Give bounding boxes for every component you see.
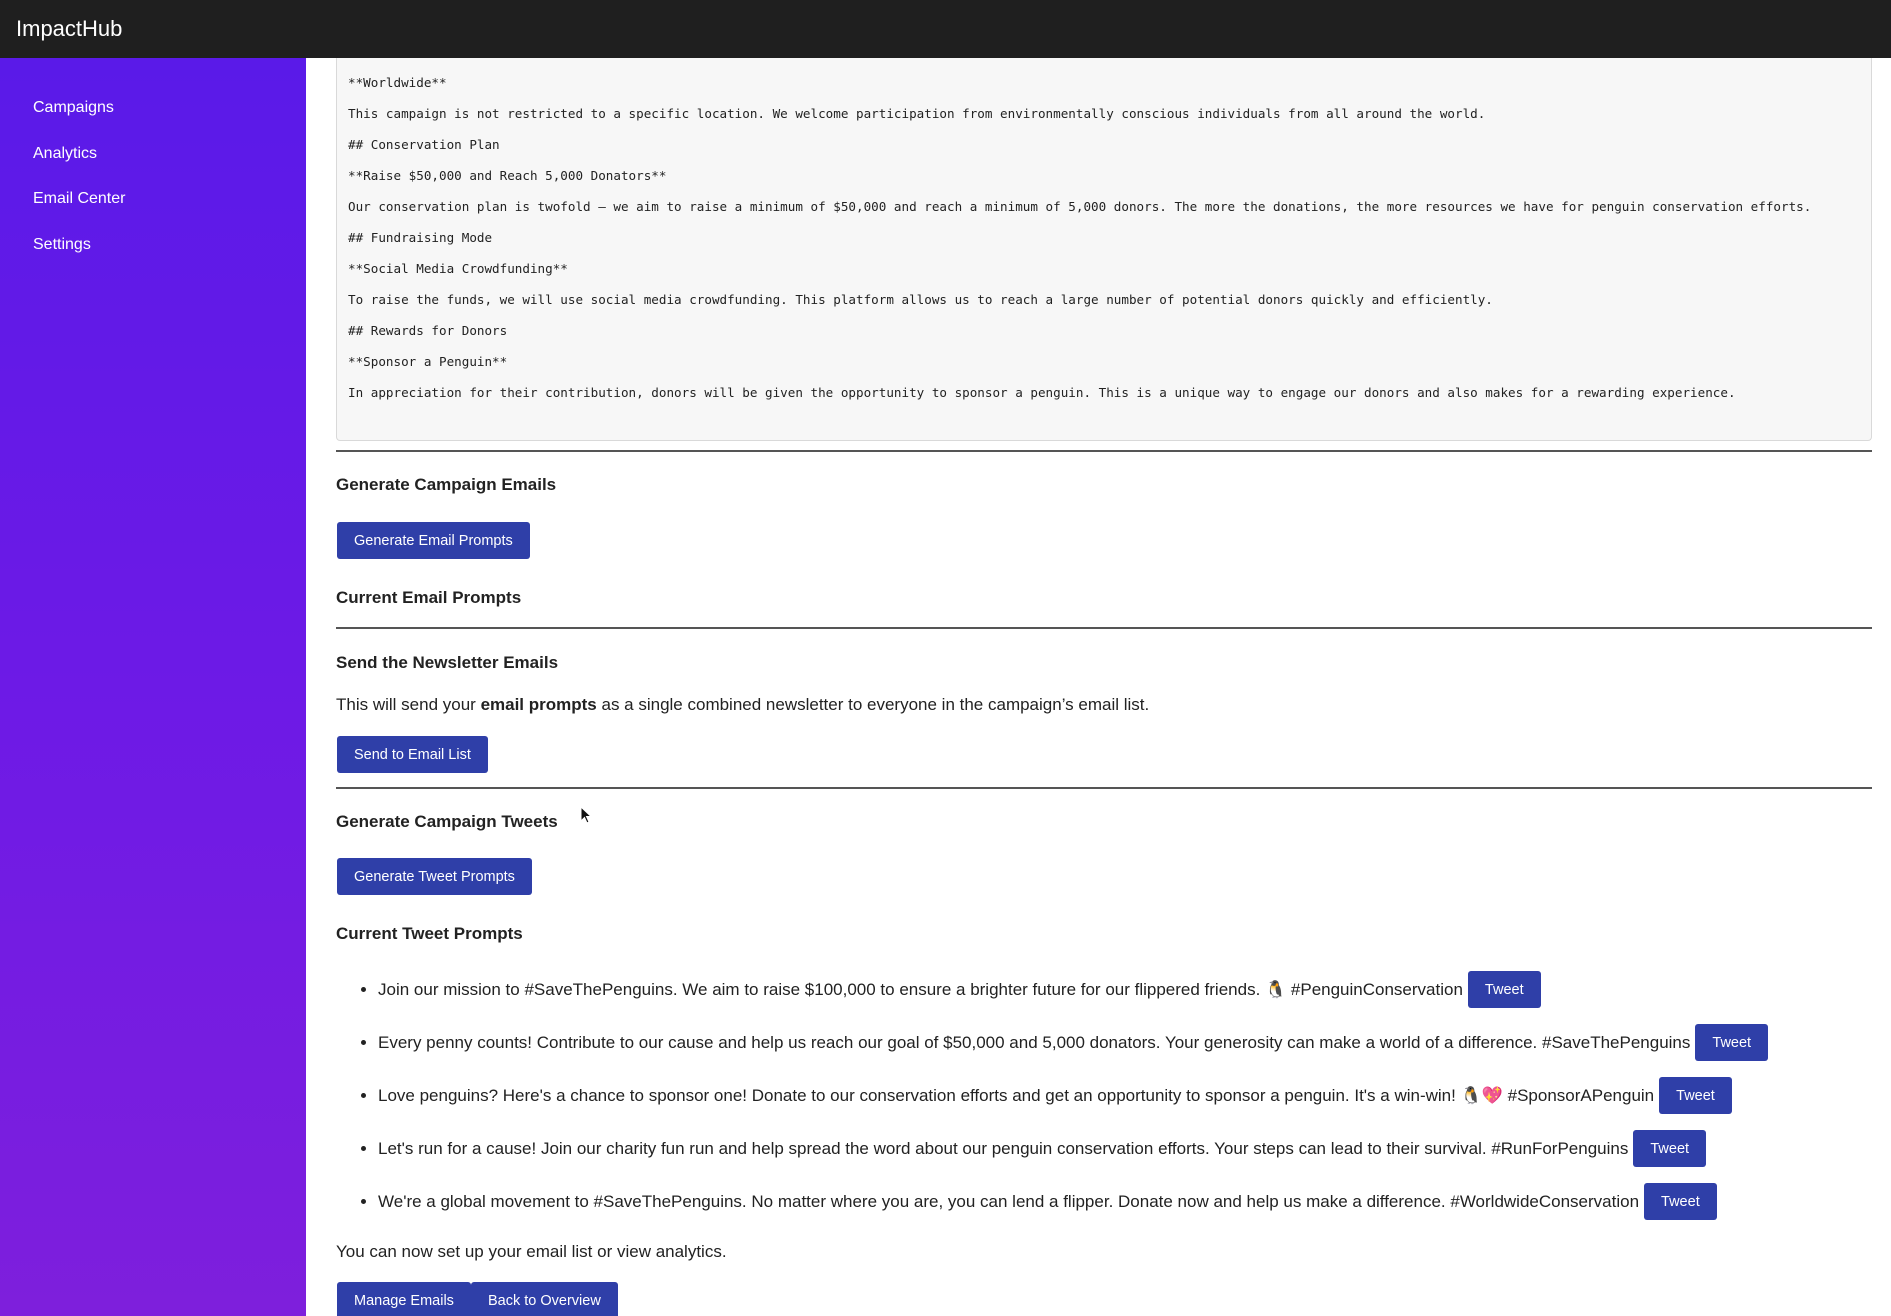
generate-email-prompts-button[interactable]: Generate Email Prompts (337, 522, 530, 559)
divider (336, 627, 1872, 629)
plan-line: ## Conservation Plan (348, 137, 500, 152)
send-to-email-list-button[interactable]: Send to Email List (337, 736, 488, 773)
top-navbar (0, 0, 1891, 58)
divider (336, 787, 1872, 789)
plan-line: Our conservation plan is twofold – we aim to raise a minimum of $50,000 and reach a minimum of 5,000 donors. The more the donations, the more resources we have for penguin conservation efforts. (348, 199, 1812, 214)
next-steps-text: You can now set up your email list or view analytics. (336, 1242, 727, 1261)
tweet-button[interactable]: Tweet (1633, 1130, 1706, 1167)
tweet-button[interactable]: Tweet (1644, 1183, 1717, 1220)
app-title[interactable]: ImpactHub (16, 16, 123, 41)
sidebar-item-settings[interactable]: Settings (33, 235, 91, 253)
tweet-text: • Let's run for a cause! Join our charity fun run and help spread the word about our penguin conservation efforts. Your steps can lead to their survival. #RunForPenguins (378, 1138, 1629, 1158)
plan-line: This campaign is not restricted to a specific location. We welcome participation from environmentally conscious individuals from all around the world. (348, 106, 1486, 121)
current-email-prompts-heading: Current Email Prompts (336, 588, 522, 607)
current-tweet-prompts-heading: Current Tweet Prompts (336, 924, 523, 943)
tweet-button[interactable]: Tweet (1695, 1024, 1768, 1061)
tweet-text: • Every penny counts! Contribute to our cause and help us reach our goal of $50,000 and 5,000 donators. Your generosity can make a world of a difference. #SaveThePenguins (378, 1032, 1691, 1052)
newsletter-text: as a single combined newsletter to everyone in the campaign’s email list. (596, 695, 1150, 714)
tweet-text: • We're a global movement to #SaveThePenguins. No matter where you are, you can lend a flipper. Donate now and help us make a difference. #WorldwideConservation (378, 1191, 1640, 1211)
list-item (378, 1076, 1768, 1129)
divider (336, 450, 1872, 452)
plan-line: **Social Media Crowdfunding** (348, 261, 568, 276)
tweet-text: • Join our mission to #SaveThePenguins. We aim to raise $100,000 to ensure a brighter future for our flippered friends. 🐧 #PenguinConservation (378, 979, 1463, 999)
plan-line: **Raise $50,000 and Reach 5,000 Donators** (348, 168, 667, 183)
tweet-text: • Love penguins? Here's a chance to sponsor one! Donate to our conservation efforts and get an opportunity to sponsor a penguin. It's a win-win! 🐧💖 #SponsorAPenguin (378, 1085, 1655, 1105)
generate-tweet-prompts-button[interactable]: Generate Tweet Prompts (337, 858, 532, 895)
generate-emails-heading: Generate Campaign Emails (336, 475, 557, 494)
list-item (378, 970, 1768, 1023)
tweet-prompts-list (336, 970, 1768, 1235)
manage-emails-button[interactable]: Manage Emails (337, 1282, 471, 1316)
sidebar (0, 58, 306, 1316)
main-content (306, 58, 1891, 1316)
plan-line: In appreciation for their contribution, donors will be given the opportunity to sponsor a penguin. This is a unique way to engage our donors and also makes for a rewarding experience. (348, 385, 1736, 400)
send-newsletter-heading: Send the Newsletter Emails (336, 653, 559, 672)
tweet-button[interactable]: Tweet (1659, 1077, 1732, 1114)
generate-tweets-heading: Generate Campaign Tweets (336, 812, 558, 831)
plan-line: ## Fundraising Mode (348, 230, 493, 245)
sidebar-item-campaigns[interactable]: Campaigns (33, 99, 114, 116)
list-item (378, 1182, 1768, 1235)
plan-line: ## Rewards for Donors (348, 323, 508, 338)
campaign-plan-output (336, 58, 1872, 441)
newsletter-text: This will send your (336, 695, 481, 714)
sidebar-item-email-center[interactable]: Email Center (33, 190, 126, 207)
newsletter-text-bold: email prompts (480, 695, 597, 714)
mouse-cursor-icon (580, 806, 594, 826)
back-to-overview-button[interactable]: Back to Overview (471, 1282, 618, 1316)
tweet-button[interactable]: Tweet (1468, 971, 1541, 1008)
plan-line: **Sponsor a Penguin** (348, 354, 508, 369)
list-item (378, 1023, 1768, 1076)
plan-line: To raise the funds, we will use social media crowdfunding. This platform allows us to reach a large number of potential donors quickly and efficiently. (348, 292, 1493, 307)
sidebar-item-analytics[interactable]: Analytics (33, 144, 98, 162)
plan-line: **Worldwide** (348, 75, 447, 90)
newsletter-description (336, 695, 1149, 715)
list-item (378, 1129, 1768, 1182)
